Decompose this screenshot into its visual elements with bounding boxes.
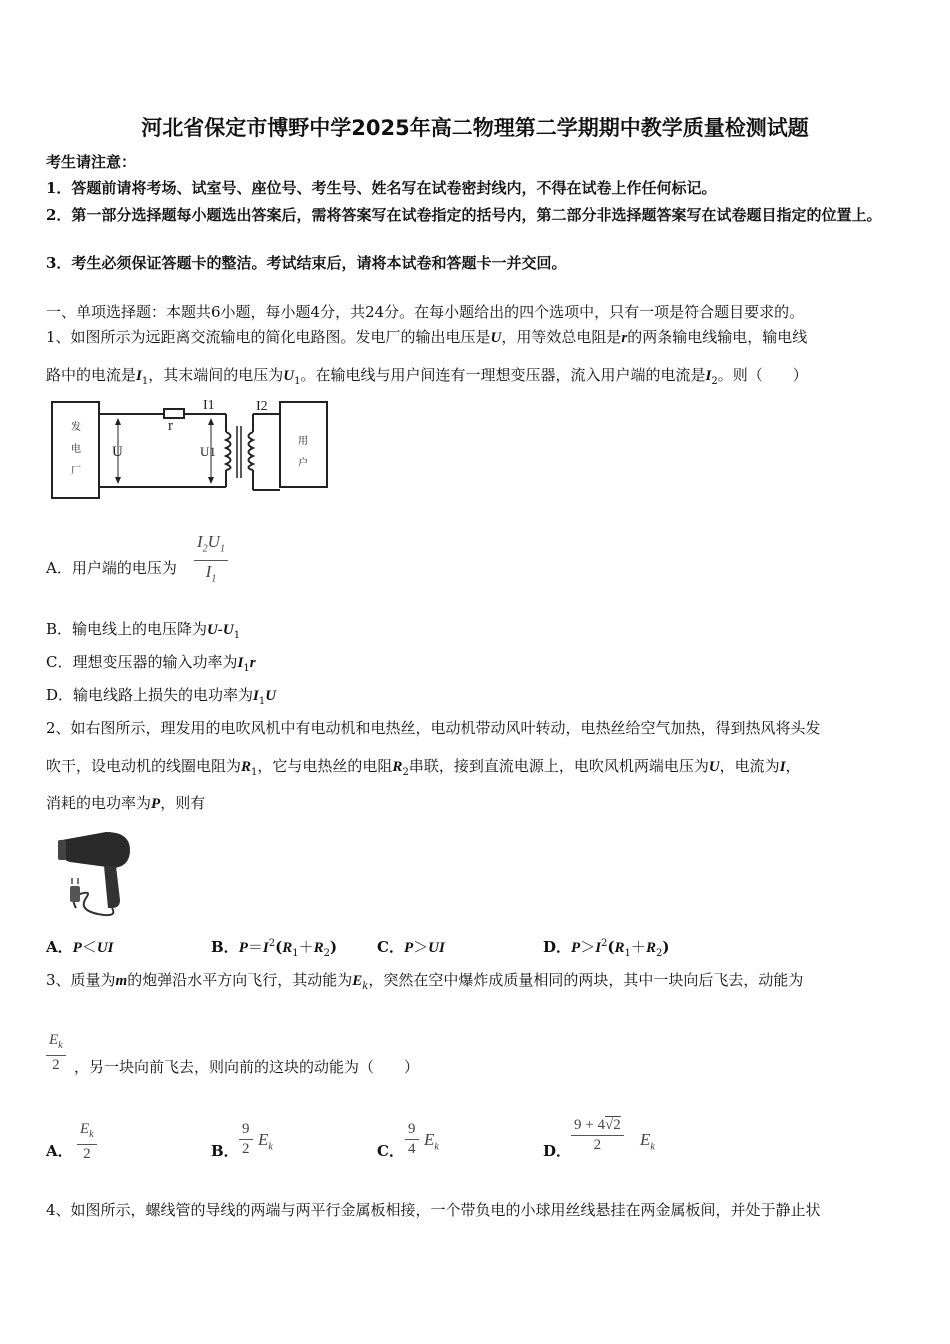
label-I2: I2 <box>256 399 268 414</box>
q1-circuit-diagram <box>46 392 336 504</box>
source-label-1: 发 <box>71 422 81 433</box>
q1-option-d[interactable]: D．输电线路上损失的电功率为$I_1U$ <box>46 686 277 707</box>
q1-option-a[interactable]: A．用户端的电压为 <box>46 559 177 577</box>
q2-line3: 消耗的电功率为P，则有 <box>46 794 206 812</box>
q1-line1: 1、如图所示为远距离交流输电的简化电路图。发电厂的输出电压是U，用等效总电阻是r的两条输电线输电，输电线 <box>46 328 808 346</box>
notice-item-3: 3．考生必须保证答题卡的整洁。考试结束后，请将本试卷和答题卡一并交回。 <box>46 254 567 272</box>
source-label-3: 厂 <box>71 466 81 477</box>
load-label-2: 户 <box>298 458 308 469</box>
source-label-2: 电 <box>71 444 81 455</box>
q2-option-d[interactable]: D．$P>I^2(R_1+R_2)$ <box>543 938 670 959</box>
q3-line1: 3、质量为m的炮弹沿水平方向飞行，其动能为$E_k$，突然在空中爆炸成质量相同的两块，其中一块向后飞去，动能为 <box>46 971 804 992</box>
q3-option-d-ek: $E_k$ <box>640 1130 655 1153</box>
secondary-coil <box>249 432 254 470</box>
page-title: 河北省保定市博野中学2025年高二物理第二学期期中教学质量检测试题 <box>141 116 809 140</box>
notice-item-1: 1．答题前请将考场、试室号、座位号、考生号、姓名写在试卷密封线内，不得在试卷上作任何标记。 <box>46 179 717 197</box>
q2-option-b[interactable]: B．$P=I^2(R_1+R_2)$ <box>211 938 338 959</box>
q3-option-b[interactable]: B． <box>211 1142 239 1160</box>
q3-option-c-fraction: $\frac{9}{4}$ <box>405 1120 419 1159</box>
q3-line2: ，另一块向前飞去，则向前的这块的动能为（ ） <box>74 1058 420 1076</box>
q2-option-c[interactable]: C．P＞UI <box>377 938 445 956</box>
label-r: r <box>168 418 173 434</box>
q2-line2: 吹干，设电动机的线圈电阻为$R_1$，它与电热丝的电阻$R_2$串联，接到直流电源上，电吹风机两端电压为U，电流为I， <box>46 757 801 778</box>
primary-coil <box>226 432 231 470</box>
q3-stem-fraction: $\frac{E_k}{2}$ <box>46 1031 66 1075</box>
q3-option-a[interactable]: A． <box>46 1142 73 1160</box>
q3-option-d[interactable]: D． <box>543 1142 572 1160</box>
label-U: U <box>112 444 123 460</box>
resistor-r <box>164 409 184 418</box>
q4-line1: 4、如图所示，螺线管的导线的两端与两平行金属板相接，一个带负电的小球用丝线悬挂在两金属板间，并处于静止状 <box>46 1201 821 1219</box>
label-U1: U1 <box>200 444 216 459</box>
q3-option-b-ek: $E_k$ <box>258 1130 273 1153</box>
label-I1: I1 <box>203 398 215 413</box>
hair-dryer-image <box>58 828 134 922</box>
notice-heading: 考生请注意： <box>46 153 137 171</box>
q2-line1: 2、如右图所示，理发用的电吹风机中有电动机和电热丝，电动机带动风叶转动，电热丝给空气加热，得到热风将头发 <box>46 719 821 737</box>
q1-option-b[interactable]: B．输电线上的电压降为$U-U_1$ <box>46 620 241 641</box>
q3-option-a-fraction: $\frac{E_k}{2}$ <box>77 1120 97 1164</box>
notice-item-2: 2．第一部分选择题每小题选出答案后，需将答案写在试卷指定的括号内，第二部分非选择题答案写在试卷题目指定的位置上。 <box>46 206 882 224</box>
q1-option-a-fraction: $\frac{I_2U_1}{I_1}$ <box>194 531 228 591</box>
q3-option-c-ek: $E_k$ <box>424 1130 439 1153</box>
load-label-1: 用 <box>298 436 308 447</box>
q3-option-c[interactable]: C． <box>377 1142 404 1160</box>
q2-option-a[interactable]: A．P＜UI <box>46 938 114 956</box>
section-heading: 一、单项选择题：本题共6小题，每小题4分，共24分。在每小题给出的四个选项中，只有一项是符合题目要求的。 <box>46 303 805 321</box>
q1-line2: 路中的电流是$I_1$，其末端间的电压为$U_1$。在输电线与用户间连有一理想变压器，流入用户端的电流是$I_2$。则（ ） <box>46 366 808 387</box>
q1-option-c[interactable]: C．理想变压器的输入功率为$I_1r$ <box>46 653 256 674</box>
q3-option-b-fraction: $\frac{9}{2}$ <box>239 1120 253 1159</box>
q3-option-d-fraction: $\frac{9 + 4√2}{2}$ <box>571 1116 624 1155</box>
